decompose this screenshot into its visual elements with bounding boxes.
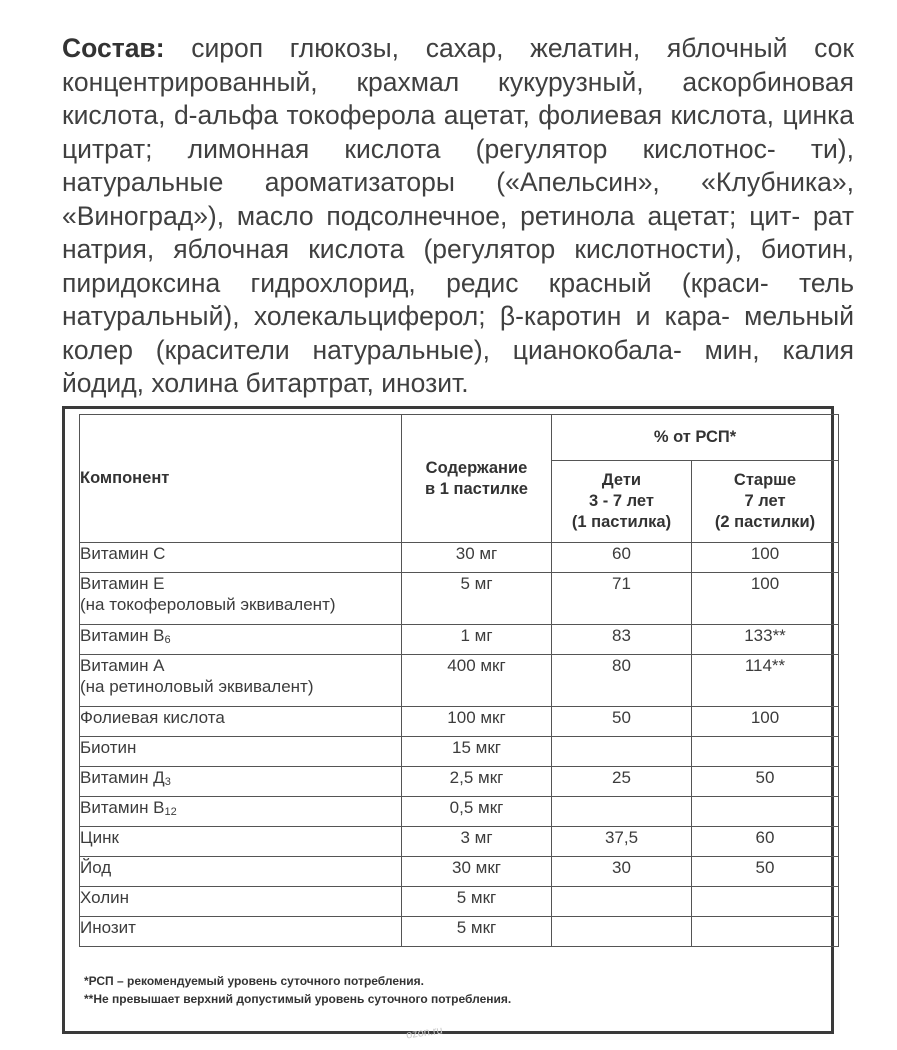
row-older: 100: [692, 707, 839, 737]
table-row: [80, 655, 839, 707]
row-content: 15 мкг: [402, 737, 552, 767]
row-kids: 83: [552, 625, 692, 655]
row-older: 60: [692, 827, 839, 857]
table-row: [80, 917, 839, 947]
row-name: Биотин: [80, 737, 402, 767]
row-kids: 71: [552, 573, 692, 625]
row-content: 0,5 мкг: [402, 797, 552, 827]
table-row: [80, 827, 839, 857]
row-name: Инозит: [80, 917, 402, 947]
table-row: [80, 573, 839, 625]
row-name: Витамин $Д_3$: [80, 767, 402, 797]
row-kids: [552, 887, 692, 917]
row-older: 50: [692, 857, 839, 887]
table-row: [80, 797, 839, 827]
row-name: Витамин $B_6$: [80, 625, 402, 655]
row-name: Фолиевая кислота: [80, 707, 402, 737]
row-kids: 80: [552, 655, 692, 707]
row-older: 100: [692, 573, 839, 625]
row-name: Витамин A (на ретиноловый эквивалент): [80, 655, 402, 707]
row-older: 50: [692, 767, 839, 797]
footnote-rsp: *РСП – рекомендуемый уровень суточного потребления.: [84, 974, 424, 988]
row-name: Витамин E (на токофероловый эквивалент): [80, 573, 402, 625]
table-row: [80, 737, 839, 767]
row-content: 5 мкг: [402, 887, 552, 917]
composition-paragraph: [62, 32, 854, 401]
header-content: Содержание в 1 пастилке: [402, 415, 552, 543]
row-content: 400 мкг: [402, 655, 552, 707]
row-older: 100: [692, 543, 839, 573]
row-kids: [552, 797, 692, 827]
row-kids: 60: [552, 543, 692, 573]
row-kids: 50: [552, 707, 692, 737]
row-kids: 37,5: [552, 827, 692, 857]
table-row: [80, 857, 839, 887]
header-component: Компонент: [80, 415, 402, 543]
row-kids: [552, 917, 692, 947]
row-content: 30 мг: [402, 543, 552, 573]
row-older: [692, 737, 839, 767]
row-content: 5 мкг: [402, 917, 552, 947]
row-note: (на токофероловый эквивалент): [80, 595, 336, 614]
table-row: [80, 543, 839, 573]
table-row: [80, 887, 839, 917]
row-note: (на ретиноловый эквивалент): [80, 677, 314, 696]
watermark: ozon.ru: [405, 1024, 444, 1042]
table-row: [80, 707, 839, 737]
table-row: [80, 767, 839, 797]
row-kids: 25: [552, 767, 692, 797]
row-older: 114**: [692, 655, 839, 707]
row-name: Холин: [80, 887, 402, 917]
row-content: 3 мг: [402, 827, 552, 857]
header-older: Старше 7 лет (2 пастилки): [692, 461, 839, 543]
table-header-row: [80, 415, 839, 461]
composition-label: Состав:: [62, 33, 165, 63]
row-content: 5 мг: [402, 573, 552, 625]
row-kids: [552, 737, 692, 767]
row-name: Цинк: [80, 827, 402, 857]
header-kids: Дети 3 - 7 лет (1 пастилка): [552, 461, 692, 543]
row-older: 133**: [692, 625, 839, 655]
row-older: [692, 917, 839, 947]
row-name: Йод: [80, 857, 402, 887]
row-content: 100 мкг: [402, 707, 552, 737]
composition-text: сироп глюкозы, сахар, желатин, яблочный сок концентрированный, крахмал кукурузный, аскорбиновая кислота, d-альфа токоферола ацетат, фолиевая кислота, цинка цитрат; лимонная кислота (регулятор кислотнос- ти), натуральные ароматизаторы («Апельсин», «Клубника», «Виноград»), масло подсолнечное, ретинола ацетат; цит- рат натрия, яблочная кислота (регулятор кислотности), биотин, пиридоксина гидрохлорид, редис красный (краси- тель натуральный), холекальциферол; β-каротин и кара- мельный колер (красители натуральные), цианокобала- мин, калия йодид, холина битартрат, инозит.: [62, 33, 854, 398]
table-row: [80, 625, 839, 655]
nutrition-table: [79, 414, 839, 947]
row-name: Витамин C: [80, 543, 402, 573]
row-older: [692, 797, 839, 827]
header-rsp: % от РСП*: [552, 415, 839, 461]
row-name: Витамин $B_{12}$: [80, 797, 402, 827]
row-content: 1 мг: [402, 625, 552, 655]
row-content: 2,5 мкг: [402, 767, 552, 797]
footnote-upper-limit: **Не превышает верхний допустимый уровень суточного потребления.: [84, 992, 512, 1006]
row-content: 30 мкг: [402, 857, 552, 887]
row-older: [692, 887, 839, 917]
row-kids: 30: [552, 857, 692, 887]
